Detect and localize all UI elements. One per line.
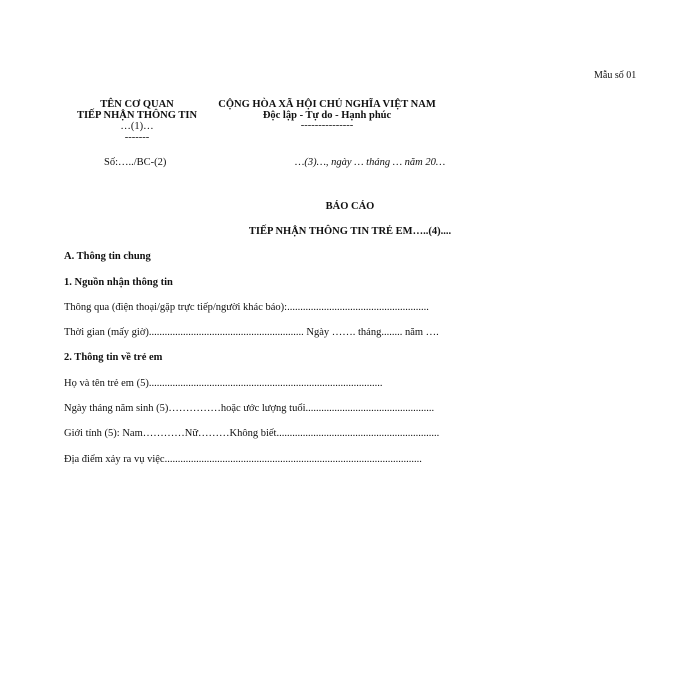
motto: Độc lập - Tự do - Hạnh phúc <box>262 110 392 121</box>
incident-location-field[interactable]: Địa điểm xảy ra vụ việc.................................................................................................. <box>64 454 422 465</box>
national-divider: --------------- <box>300 120 354 131</box>
national-header <box>210 99 444 131</box>
agency-block <box>64 99 210 143</box>
time-field[interactable]: Thời gian (mấy giờ)........................................................... Ngày ……. tháng........ năm …. <box>64 327 439 338</box>
child-name-field[interactable]: Họ và tên trẻ em (5)......................................................................................... <box>64 378 383 389</box>
report-subtitle: TIẾP NHẬN THÔNG TIN TRẺ EM…..(4).... <box>248 226 452 237</box>
via-field[interactable]: Thông qua (điện thoại/gặp trực tiếp/người khác báo):...................................................... <box>64 302 429 313</box>
agency-name-line1: TÊN CƠ QUAN <box>100 99 174 110</box>
agency-divider: ------- <box>124 132 150 143</box>
country-name: CỘNG HÒA XÃ HỘI CHỦ NGHĨA VIỆT NAM <box>218 99 436 110</box>
child-dob-field[interactable]: Ngày tháng năm sinh (5)……………hoặc ước lượng tuổi................................................. <box>64 403 435 414</box>
source-heading: 1. Nguồn nhận thông tin <box>64 277 173 288</box>
agency-name-line2: TIẾP NHẬN THÔNG TIN <box>76 110 198 121</box>
child-info-heading: 2. Thông tin về trẻ em <box>64 352 163 363</box>
agency-code: …(1)… <box>120 121 154 132</box>
report-title: BÁO CÁO <box>325 201 375 212</box>
document-number: Số:…../BC-(2) <box>104 157 167 168</box>
section-a-heading: A. Thông tin chung <box>64 251 151 262</box>
form-code: Mẫu số 01 <box>594 70 637 81</box>
place-date: …(3)…, ngày … tháng … năm 20… <box>295 157 446 168</box>
child-gender-field[interactable]: Giới tính (5): Nam…………Nữ………Không biết.............................................................. <box>64 428 440 439</box>
